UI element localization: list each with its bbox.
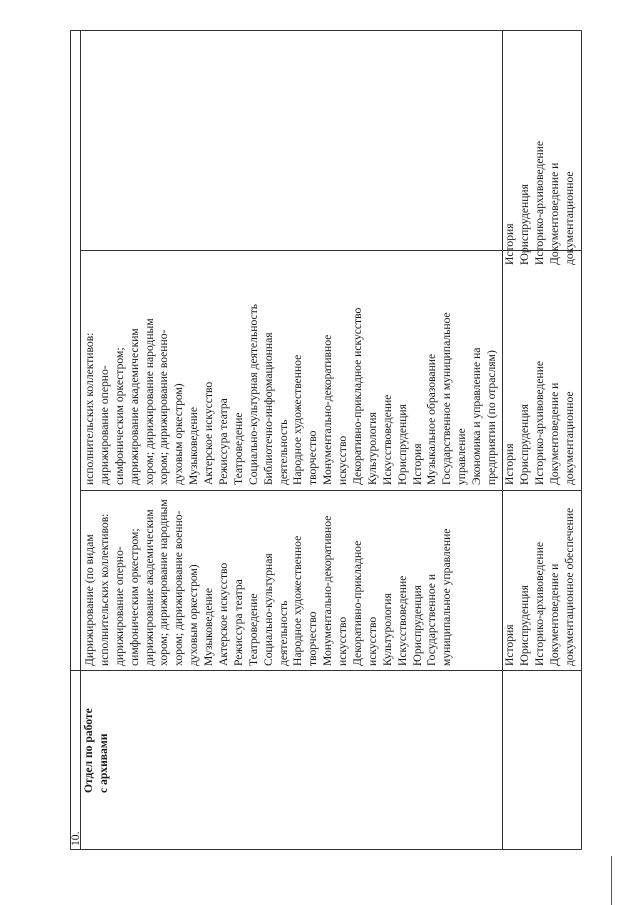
speciality-line: муниципальное управление — [440, 528, 454, 666]
speciality-line: Монументально-декоративное — [321, 334, 335, 485]
speciality-line: хором; дирижирование военно- — [172, 510, 186, 666]
speciality-line: Историко-архивоведение — [532, 140, 546, 265]
speciality-line: духовым оркестром) — [172, 383, 186, 485]
speciality-line: творчество — [306, 430, 320, 485]
speciality-line: Документоведение и — [547, 382, 561, 485]
speciality-line: творчество — [306, 611, 320, 666]
speciality-line: Актерское искусство — [202, 381, 216, 485]
speciality-line: симфоническим оркестром; — [127, 528, 141, 666]
speciality-line: Юриспруденция — [517, 404, 531, 485]
speciality-line: Экономика и управление на — [470, 347, 484, 485]
speciality-line: симфоническим оркестром; — [112, 347, 126, 485]
speciality-line: Историко-архивоведение — [532, 360, 546, 485]
speciality-line: документационное обеспечение — [562, 507, 576, 666]
speciality-line: Юриспруденция — [395, 404, 409, 485]
speciality-line: предприятии (по отраслям) — [485, 350, 499, 485]
speciality-line: Документоведение и — [547, 162, 561, 265]
speciality-line: искусство — [365, 616, 379, 666]
speciality-line: Дирижирование (по видам — [83, 534, 96, 666]
speciality-line: Государственное и муниципальное — [440, 312, 454, 485]
scan-edge-mark — [611, 856, 612, 905]
speciality-line: Актерское искусство — [217, 562, 231, 666]
speciality-line: Декоративно-прикладное — [351, 540, 365, 666]
specialities-table — [70, 30, 582, 850]
speciality-line: Музыковедение — [187, 406, 201, 485]
speciality-line: хором; дирижирование народным — [157, 499, 171, 666]
speciality-line: Юриспруденция — [517, 585, 531, 666]
speciality-line: История — [410, 443, 424, 485]
speciality-line: История — [503, 624, 516, 666]
speciality-line: Библиотечно-информационная — [261, 332, 275, 485]
speciality-line: История — [503, 223, 516, 265]
speciality-line: Культурология — [365, 412, 379, 485]
speciality-line: Юриспруденция — [410, 585, 424, 666]
department-line: Отдел по работе — [82, 708, 95, 793]
speciality-line: документационное — [562, 391, 576, 485]
speciality-line: Монументально-декоративное — [321, 515, 335, 666]
speciality-line: Режиссура театра — [217, 398, 231, 485]
speciality-line: Театроведение — [246, 593, 260, 666]
speciality-line: Социально-культурная — [261, 553, 275, 666]
speciality-line: Искусствоведение — [380, 394, 394, 485]
speciality-line: управление — [455, 428, 469, 485]
speciality-line: Народное художественное — [291, 354, 305, 485]
speciality-line: Народное художественное — [291, 535, 305, 666]
speciality-line: деятельность — [276, 419, 290, 485]
department-cell — [82, 708, 112, 793]
speciality-line: Театроведение — [231, 412, 245, 485]
speciality-line: дирижирование оперно- — [112, 546, 126, 666]
speciality-line: дирижирование академическим — [127, 328, 141, 485]
speciality-line: Историко-архивоведение — [532, 541, 546, 666]
archive-specialities-column-b — [503, 361, 577, 485]
speciality-line: деятельность — [276, 600, 290, 666]
speciality-line: дирижирование академическим — [142, 509, 156, 666]
speciality-line: исполнительских коллективов: — [83, 332, 96, 485]
row-number: 10. — [69, 831, 82, 846]
speciality-line: Режиссура театра — [231, 579, 245, 666]
speciality-line: хором; дирижирование военно- — [157, 329, 171, 485]
specialities-column-a — [83, 499, 455, 666]
speciality-line: хором; дирижирование народным — [142, 318, 156, 485]
speciality-line: исполнительских коллективов: — [97, 513, 111, 666]
specialities-column-b — [83, 304, 500, 485]
speciality-line: документационное — [562, 171, 576, 265]
speciality-line: Социально-культурная деятельность — [246, 303, 260, 485]
speciality-line: Музыковедение — [202, 587, 216, 666]
speciality-line: Государственное и — [425, 573, 439, 666]
speciality-line: искусство — [336, 435, 350, 485]
archive-specialities-column-c — [503, 141, 577, 265]
archive-specialities-column-a — [503, 508, 577, 666]
table-text-layer — [70, 30, 582, 850]
speciality-line: дирижирование оперно- — [97, 365, 111, 485]
speciality-line: Искусствоведение — [395, 575, 409, 666]
speciality-line: История — [503, 443, 516, 485]
speciality-line: Документоведение и — [547, 563, 561, 666]
department-line: с архивами — [96, 733, 110, 793]
speciality-line: искусство — [336, 616, 350, 666]
speciality-line: Декоративно-прикладное искусство — [351, 307, 365, 485]
speciality-line: Юриспруденция — [517, 184, 531, 265]
speciality-line: Культурология — [380, 593, 394, 666]
speciality-line: Музыкальное образование — [425, 353, 439, 485]
speciality-line: духовым оркестром) — [187, 564, 201, 666]
